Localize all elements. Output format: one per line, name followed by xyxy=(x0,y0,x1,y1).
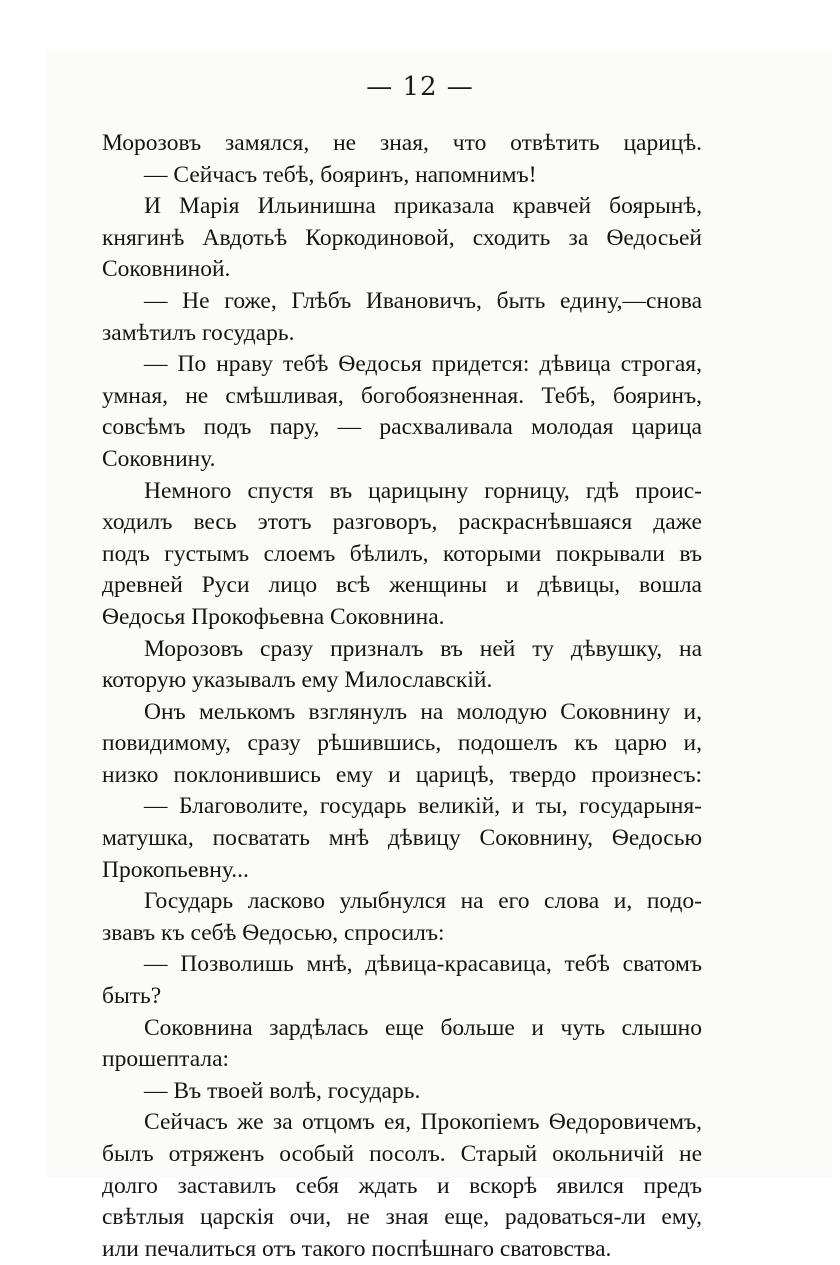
text-line: — По нраву тебѣ Ѳедосья придется: дѣвица строгая, xyxy=(144,351,702,378)
text-line: Государь ласково улыбнулся на его слова и, подо- xyxy=(144,888,702,915)
text-line: долго заставилъ себя ждать и вскорѣ явился предъ xyxy=(102,1172,702,1199)
text-line: Немного спустя въ царицыну горницу, гдѣ проис- xyxy=(144,477,702,504)
text-line: матушка, посватать мнѣ дѣвицу Соковнину, Ѳедосью xyxy=(102,825,702,852)
text-line: подъ густымъ слоемъ бѣлилъ, которыми покрывали въ xyxy=(102,540,702,567)
page-number: — 12 — xyxy=(366,72,474,102)
text-line: низко поклонившись ему и царицѣ, твердо произнесъ: xyxy=(102,761,702,788)
text-line: повидимому, сразу рѣшившись, подошелъ къ царю и, xyxy=(102,730,702,757)
text-line: Морозовъ замялся, не зная, что отвѣтить царицѣ. xyxy=(102,130,702,156)
text-line: звавъ къ себѣ Ѳедосью, спросилъ: xyxy=(102,919,445,946)
text-line: И Марія Ильинишна приказала кравчей боярынѣ, xyxy=(144,193,702,220)
text-line: Ѳедосья Прокофьевна Соковнина. xyxy=(102,603,445,630)
text-line: или печалиться отъ такого поспѣшнаго сватовства. xyxy=(102,1235,612,1262)
text-line: Морозовъ сразу призналъ въ ней ту дѣвушку, на xyxy=(144,635,702,662)
text-line: — Благоволите, государь великій, и ты, государыня- xyxy=(144,793,702,820)
text-line: замѣтилъ государь. xyxy=(102,319,295,346)
text-line: ходилъ весь этотъ разговоръ, раскраснѣвшаяся даже xyxy=(102,509,702,536)
text-line: Прокопьевну... xyxy=(102,856,249,883)
text-line: Соковниной. xyxy=(102,256,231,283)
text-line: — Въ твоей волѣ, государь. xyxy=(144,1077,421,1104)
text-line: древней Руси лицо всѣ женщины и дѣвицы, вошла xyxy=(102,572,702,599)
text-line: былъ отряженъ особый посолъ. Старый окольничій не xyxy=(102,1141,702,1167)
text-line: — Не гоже, Глѣбъ Ивановичъ, быть едину,—снова xyxy=(144,287,702,314)
text-line: княгинѣ Авдотьѣ Коркодиновой, сходить за Ѳедосьей xyxy=(102,224,702,251)
body-text xyxy=(102,128,702,1265)
text-line: — Позволишь мнѣ, дѣвица-красавица, тебѣ сватомъ xyxy=(144,951,702,978)
text-line: прошептала: xyxy=(102,1046,230,1073)
text-line: Сейчасъ же за отцомъ ея, Прокопіемъ Ѳедоровичемъ, xyxy=(144,1109,702,1136)
text-line: совсѣмъ подъ пару, — расхваливала молодая царица xyxy=(102,414,702,441)
text-line: Соковнина зардѣлась еще больше и чуть слышно xyxy=(144,1014,702,1041)
text-line: Соковнину. xyxy=(102,445,216,472)
text-line: которую указывалъ ему Милославскій. xyxy=(102,667,493,694)
text-line: — Сейчасъ тебѣ, бояринъ, напомнимъ! xyxy=(144,161,537,188)
text-line: умная, не смѣшливая, богобоязненная. Тебѣ, бояринъ, xyxy=(102,382,702,409)
text-line: Онъ мелькомъ взглянулъ на молодую Соковнину и, xyxy=(144,698,702,725)
text-line: быть? xyxy=(102,983,162,1010)
text-line: свѣтлыя царскія очи, не зная еще, радоваться-ли ему, xyxy=(102,1204,702,1231)
